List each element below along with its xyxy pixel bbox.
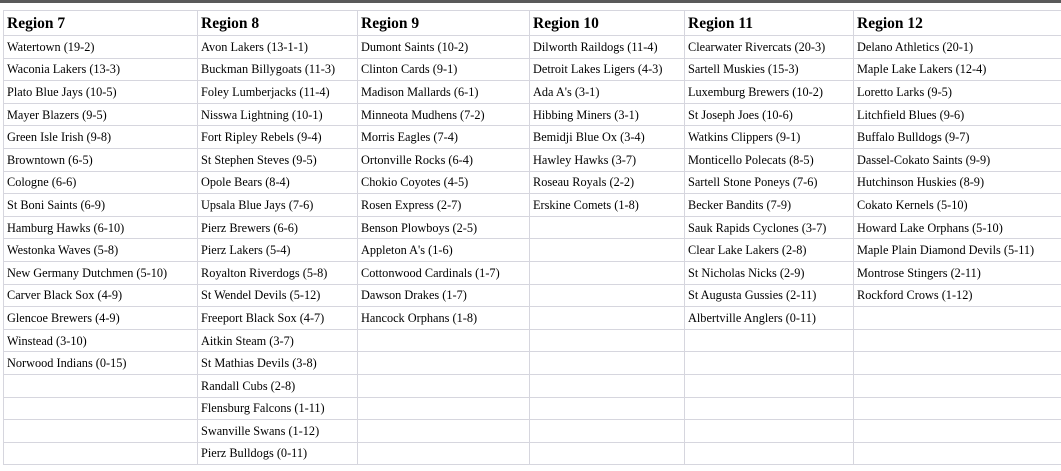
team-cell: Buffalo Bulldogs (9-7) <box>854 126 1061 149</box>
empty-cell <box>854 329 1061 352</box>
team-cell: Rockford Crows (1-12) <box>854 284 1061 307</box>
table-row <box>4 329 1061 352</box>
table-row <box>4 442 1061 465</box>
empty-cell <box>854 374 1061 397</box>
team-cell: St Joseph Joes (10-6) <box>685 103 854 126</box>
team-cell: Luxemburg Brewers (10-2) <box>685 81 854 104</box>
table-row <box>4 171 1061 194</box>
empty-cell <box>358 329 530 352</box>
team-cell: Becker Bandits (7-9) <box>685 194 854 217</box>
table-row <box>4 81 1061 104</box>
empty-cell <box>854 420 1061 443</box>
team-cell: Ada A's (3-1) <box>530 81 685 104</box>
team-cell: Ortonville Rocks (6-4) <box>358 148 530 171</box>
empty-cell <box>854 442 1061 465</box>
team-cell: Albertville Anglers (0-11) <box>685 307 854 330</box>
table-row <box>4 148 1061 171</box>
team-cell: Foley Lumberjacks (11-4) <box>198 81 358 104</box>
team-cell: Cologne (6-6) <box>4 171 198 194</box>
team-cell: Detroit Lakes Ligers (4-3) <box>530 58 685 81</box>
team-cell: Loretto Larks (9-5) <box>854 81 1061 104</box>
team-cell: Carver Black Sox (4-9) <box>4 284 198 307</box>
team-cell: Rosen Express (2-7) <box>358 194 530 217</box>
team-cell: Nisswa Lightning (10-1) <box>198 103 358 126</box>
region-standings-table <box>3 10 1061 465</box>
empty-cell <box>530 329 685 352</box>
table-row <box>4 374 1061 397</box>
team-cell: Sauk Rapids Cyclones (3-7) <box>685 216 854 239</box>
team-cell: St Wendel Devils (5-12) <box>198 284 358 307</box>
empty-cell <box>530 374 685 397</box>
team-cell: Browntown (6-5) <box>4 148 198 171</box>
team-cell: Swanville Swans (1-12) <box>198 420 358 443</box>
team-cell: Roseau Royals (2-2) <box>530 171 685 194</box>
empty-cell <box>358 374 530 397</box>
table-row <box>4 194 1061 217</box>
team-cell: Pierz Bulldogs (0-11) <box>198 442 358 465</box>
team-cell: Fort Ripley Rebels (9-4) <box>198 126 358 149</box>
table-row <box>4 352 1061 375</box>
team-cell: Delano Athletics (20-1) <box>854 36 1061 59</box>
team-cell: Freeport Black Sox (4-7) <box>198 307 358 330</box>
team-cell: Benson Plowboys (2-5) <box>358 216 530 239</box>
empty-cell <box>358 442 530 465</box>
team-cell: Watertown (19-2) <box>4 36 198 59</box>
table-row <box>4 36 1061 59</box>
region-header: Region 12 <box>854 11 1061 36</box>
empty-cell <box>854 352 1061 375</box>
team-cell: Plato Blue Jays (10-5) <box>4 81 198 104</box>
team-cell: Minneota Mudhens (7-2) <box>358 103 530 126</box>
team-cell: St Mathias Devils (3-8) <box>198 352 358 375</box>
team-cell: Buckman Billygoats (11-3) <box>198 58 358 81</box>
empty-cell <box>854 307 1061 330</box>
empty-cell <box>530 216 685 239</box>
empty-cell <box>530 284 685 307</box>
table-row <box>4 284 1061 307</box>
empty-cell <box>685 397 854 420</box>
team-cell: Litchfield Blues (9-6) <box>854 103 1061 126</box>
team-cell: Flensburg Falcons (1-11) <box>198 397 358 420</box>
region-header: Region 11 <box>685 11 854 36</box>
team-cell: Hawley Hawks (3-7) <box>530 148 685 171</box>
table-row <box>4 397 1061 420</box>
team-cell: Mayer Blazers (9-5) <box>4 103 198 126</box>
team-cell: Westonka Waves (5-8) <box>4 239 198 262</box>
empty-cell <box>4 397 198 420</box>
team-cell: Watkins Clippers (9-1) <box>685 126 854 149</box>
empty-cell <box>685 420 854 443</box>
table-row <box>4 261 1061 284</box>
team-cell: Opole Bears (8-4) <box>198 171 358 194</box>
team-cell: Morris Eagles (7-4) <box>358 126 530 149</box>
empty-cell <box>358 352 530 375</box>
team-cell: Upsala Blue Jays (7-6) <box>198 194 358 217</box>
team-cell: Pierz Brewers (6-6) <box>198 216 358 239</box>
empty-cell <box>685 442 854 465</box>
team-cell: Clinton Cards (9-1) <box>358 58 530 81</box>
team-cell: Cokato Kernels (5-10) <box>854 194 1061 217</box>
team-cell: Chokio Coyotes (4-5) <box>358 171 530 194</box>
empty-cell <box>530 239 685 262</box>
team-cell: Norwood Indians (0-15) <box>4 352 198 375</box>
empty-cell <box>530 352 685 375</box>
team-cell: Dassel-Cokato Saints (9-9) <box>854 148 1061 171</box>
team-cell: Hancock Orphans (1-8) <box>358 307 530 330</box>
empty-cell <box>358 420 530 443</box>
team-cell: Montrose Stingers (2-11) <box>854 261 1061 284</box>
empty-cell <box>358 397 530 420</box>
team-cell: Madison Mallards (6-1) <box>358 81 530 104</box>
empty-cell <box>530 420 685 443</box>
table-row <box>4 58 1061 81</box>
team-cell: Bemidji Blue Ox (3-4) <box>530 126 685 149</box>
team-cell: Cottonwood Cardinals (1-7) <box>358 261 530 284</box>
team-cell: Waconia Lakers (13-3) <box>4 58 198 81</box>
team-cell: New Germany Dutchmen (5-10) <box>4 261 198 284</box>
team-cell: Hamburg Hawks (6-10) <box>4 216 198 239</box>
empty-cell <box>685 352 854 375</box>
team-cell: Dumont Saints (10-2) <box>358 36 530 59</box>
table-row <box>4 239 1061 262</box>
standings-body <box>4 36 1061 465</box>
team-cell: Sartell Muskies (15-3) <box>685 58 854 81</box>
region-header: Region 10 <box>530 11 685 36</box>
team-cell: Erskine Comets (1-8) <box>530 194 685 217</box>
empty-cell <box>685 329 854 352</box>
empty-cell <box>530 307 685 330</box>
team-cell: Appleton A's (1-6) <box>358 239 530 262</box>
table-row <box>4 126 1061 149</box>
empty-cell <box>4 442 198 465</box>
team-cell: Aitkin Steam (3-7) <box>198 329 358 352</box>
team-cell: Clearwater Rivercats (20-3) <box>685 36 854 59</box>
team-cell: Clear Lake Lakers (2-8) <box>685 239 854 262</box>
empty-cell <box>530 397 685 420</box>
header-row <box>4 11 1061 36</box>
team-cell: Pierz Lakers (5-4) <box>198 239 358 262</box>
region-header: Region 8 <box>198 11 358 36</box>
table-row <box>4 216 1061 239</box>
team-cell: Randall Cubs (2-8) <box>198 374 358 397</box>
table-row <box>4 103 1061 126</box>
team-cell: Green Isle Irish (9-8) <box>4 126 198 149</box>
team-cell: Howard Lake Orphans (5-10) <box>854 216 1061 239</box>
team-cell: Maple Lake Lakers (12-4) <box>854 58 1061 81</box>
empty-cell <box>685 374 854 397</box>
team-cell: St Augusta Gussies (2-11) <box>685 284 854 307</box>
team-cell: St Boni Saints (6-9) <box>4 194 198 217</box>
region-header: Region 7 <box>4 11 198 36</box>
team-cell: Hutchinson Huskies (8-9) <box>854 171 1061 194</box>
empty-cell <box>4 374 198 397</box>
team-cell: St Stephen Steves (9-5) <box>198 148 358 171</box>
empty-cell <box>530 261 685 284</box>
team-cell: Dilworth Raildogs (11-4) <box>530 36 685 59</box>
empty-cell <box>4 420 198 443</box>
team-cell: Maple Plain Diamond Devils (5-11) <box>854 239 1061 262</box>
top-border <box>0 0 1061 3</box>
team-cell: Sartell Stone Poneys (7-6) <box>685 171 854 194</box>
team-cell: St Nicholas Nicks (2-9) <box>685 261 854 284</box>
team-cell: Monticello Polecats (8-5) <box>685 148 854 171</box>
table-row <box>4 420 1061 443</box>
table-row <box>4 307 1061 330</box>
team-cell: Dawson Drakes (1-7) <box>358 284 530 307</box>
team-cell: Avon Lakers (13-1-1) <box>198 36 358 59</box>
team-cell: Hibbing Miners (3-1) <box>530 103 685 126</box>
team-cell: Royalton Riverdogs (5-8) <box>198 261 358 284</box>
region-header: Region 9 <box>358 11 530 36</box>
empty-cell <box>854 397 1061 420</box>
team-cell: Winstead (3-10) <box>4 329 198 352</box>
empty-cell <box>530 442 685 465</box>
team-cell: Glencoe Brewers (4-9) <box>4 307 198 330</box>
